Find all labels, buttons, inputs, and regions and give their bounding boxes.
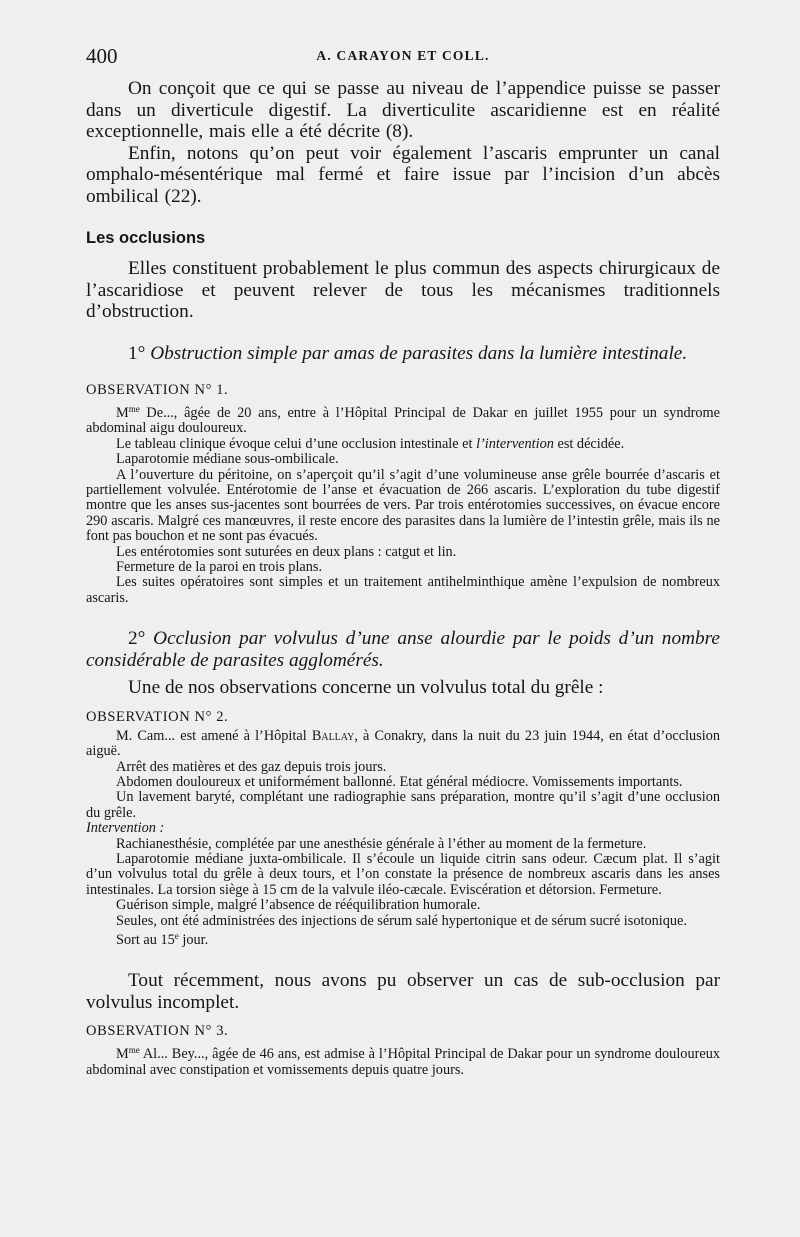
observation-1-paragraph-1 [86, 402, 720, 437]
observation-2-paragraph-2: Arrêt des matières et des gaz depuis trois jours. [116, 758, 387, 775]
observation-1-text-2c: est décidée. [553, 435, 625, 452]
observation-1-label: OBSERVATION N° 1. [86, 382, 229, 398]
observation-2-paragraph-6: Laparotomie médiane juxta-ombilicale. Il s’écoule un liquide citrin sans odeur. Cæcum plat. Il s’agit d’un volvulus total du grêle à deux tours, et l’on constate la présence de nombreux ascaris dans les anses intestinales. La torsion siège à 15 cm de la valvule iléo-cæcale. Eviscération et détorsion. Fermeture. [86, 851, 720, 898]
subsection-1-text: Obstruction simple par amas de parasites dans la lumière intestinale. [150, 342, 688, 364]
intro-paragraph-1: On conçoit que ce qui se passe au niveau de l’appendice puisse se passer dans un diverticule digestif. La diverticulite ascaridienne est en réalité exceptionnelle, mais elle a été décrite (8). [86, 78, 720, 142]
observation-3-paragraph-1 [86, 1043, 720, 1078]
observation-2-paragraph-1 [86, 729, 720, 760]
intro-paragraph-2: Enfin, notons qu’on peut voir également l’ascaris emprunter un canal omphalo-mésentérique mal fermé et faire issue par l’incision d’un abcès ombilical (22). [86, 142, 720, 207]
subsection-2-text: Occlusion par volvulus d’une anse alourdie par le poids d’un nombre considérable de parasites agglomérés. [86, 628, 720, 671]
honorific-superscript: me [128, 404, 140, 414]
observation-3-text-1: Al... Bey..., âgée de 46 ans, est admise à l’Hôpital Principal de Dakar pour un syndrome douloureux abdominal avec constipation et vomissements depuis quatre jours. [86, 1046, 720, 1078]
observation-2-intervention-label: Intervention : [86, 820, 165, 837]
observation-1-text-2a: Le tableau clinique évoque celui d’une occlusion intestinale et [116, 435, 477, 452]
observation-2-label: OBSERVATION N° 2. [86, 708, 229, 725]
hospital-name: Ballay [311, 727, 355, 744]
observation-2-paragraph-7: Guérison simple, malgré l’absence de rééquilibration humorale. [116, 897, 481, 914]
observation-2-paragraph-3: Abdomen douloureux et uniformément ballonné. Etat général médiocre. Vomissements importants. [116, 774, 683, 790]
page-body [86, 78, 720, 1078]
observation-1-text-1: De..., âgée de 20 ans, entre à l’Hôpital Principal de Dakar en juillet 1955 pour un syndrome abdominal aigu douloureux. [86, 405, 720, 437]
observation-2-text-1a: M. Cam... est amené à l’Hôpital [116, 727, 312, 744]
outro-paragraph: Tout récemment, nous avons pu observer un cas de sub-occlusion par volvulus incomplet. [86, 970, 720, 1013]
observation-1-text-2b: l’intervention [476, 435, 554, 452]
observation-2-text-9a: Sort au 15 [116, 932, 175, 949]
subsection-2-title [86, 628, 720, 671]
observation-2-paragraph-9 [86, 929, 720, 948]
observation-1-paragraph-4: A l’ouverture du péritoine, on s’aperçoit qu’il s’agit d’une volumineuse anse grêle bourrée d’ascaris et partiellement volvulée. Entérotomie de l’anse et évacuation de 266 ascaris. L’exploration du tube digestif montre que les anses sus-jacentes sont bourrées de vers. Par trois entérotomies successives, on évacue encore 290 ascaris. Malgré ces manœuvres, il reste encore des parasites dans la lumière de l’intestin grêle, mais ils ne font pas bouchon et ne sont pas évacués. [86, 466, 720, 545]
observation-2-paragraph-5: Rachianesthésie, complétée par une anesthésie générale à l’éther au moment de la fermeture. [116, 835, 647, 852]
honorific: M [116, 405, 129, 421]
observation-1-paragraph-5: Les entérotomies sont suturées en deux plans : catgut et lin. [116, 543, 457, 560]
observation-1-paragraph-2 [86, 437, 720, 452]
running-head: A. CARAYON ET COLL. [316, 48, 490, 63]
observation-1-paragraph-6: Fermeture de la paroi en trois plans. [116, 559, 323, 576]
ordinal-superscript: e [174, 931, 179, 942]
section-paragraph: Elles constituent probablement le plus commun des aspects chirurgicaux de l’ascaridiose et peuvent relever de tous les mécanismes traditionnels d’obstruction. [86, 258, 720, 322]
subsection-1-number: 1° [128, 342, 146, 364]
subsection-2-number: 2° [128, 628, 146, 650]
page-header [86, 44, 720, 68]
section-heading: Les occlusions [86, 229, 206, 247]
page-number: 400 [86, 44, 118, 68]
observation-2-paragraph-4: Un lavement baryté, complétant une radiographie sans préparation, montre qu’il s’agit d’une occlusion du grêle. [86, 789, 720, 821]
observation-2-text-1c: , à Conakry, dans la nuit du 23 juin 1944, en état d’occlusion aiguë. [86, 727, 721, 760]
honorific: M [116, 1046, 129, 1063]
honorific-superscript: me [128, 1045, 140, 1056]
observation-2-text-9b: jour. [178, 932, 209, 949]
observation-2-paragraph-8: Seules, ont été administrées des injections de sérum salé hypertonique et de sérum sucré isotonique. [116, 912, 687, 929]
subsection-1-title [86, 343, 720, 365]
observation-1-paragraph-3: Laparotomie médiane sous-ombilicale. [116, 451, 339, 468]
subsection-2-lead: Une de nos observations concerne un volvulus total du grêle : [128, 677, 604, 699]
observation-3-label: OBSERVATION N° 3. [86, 1023, 229, 1040]
observation-1-paragraph-7: Les suites opératoires sont simples et un traitement antihelminthique amène l’expulsion de nombreux ascaris. [86, 574, 720, 606]
